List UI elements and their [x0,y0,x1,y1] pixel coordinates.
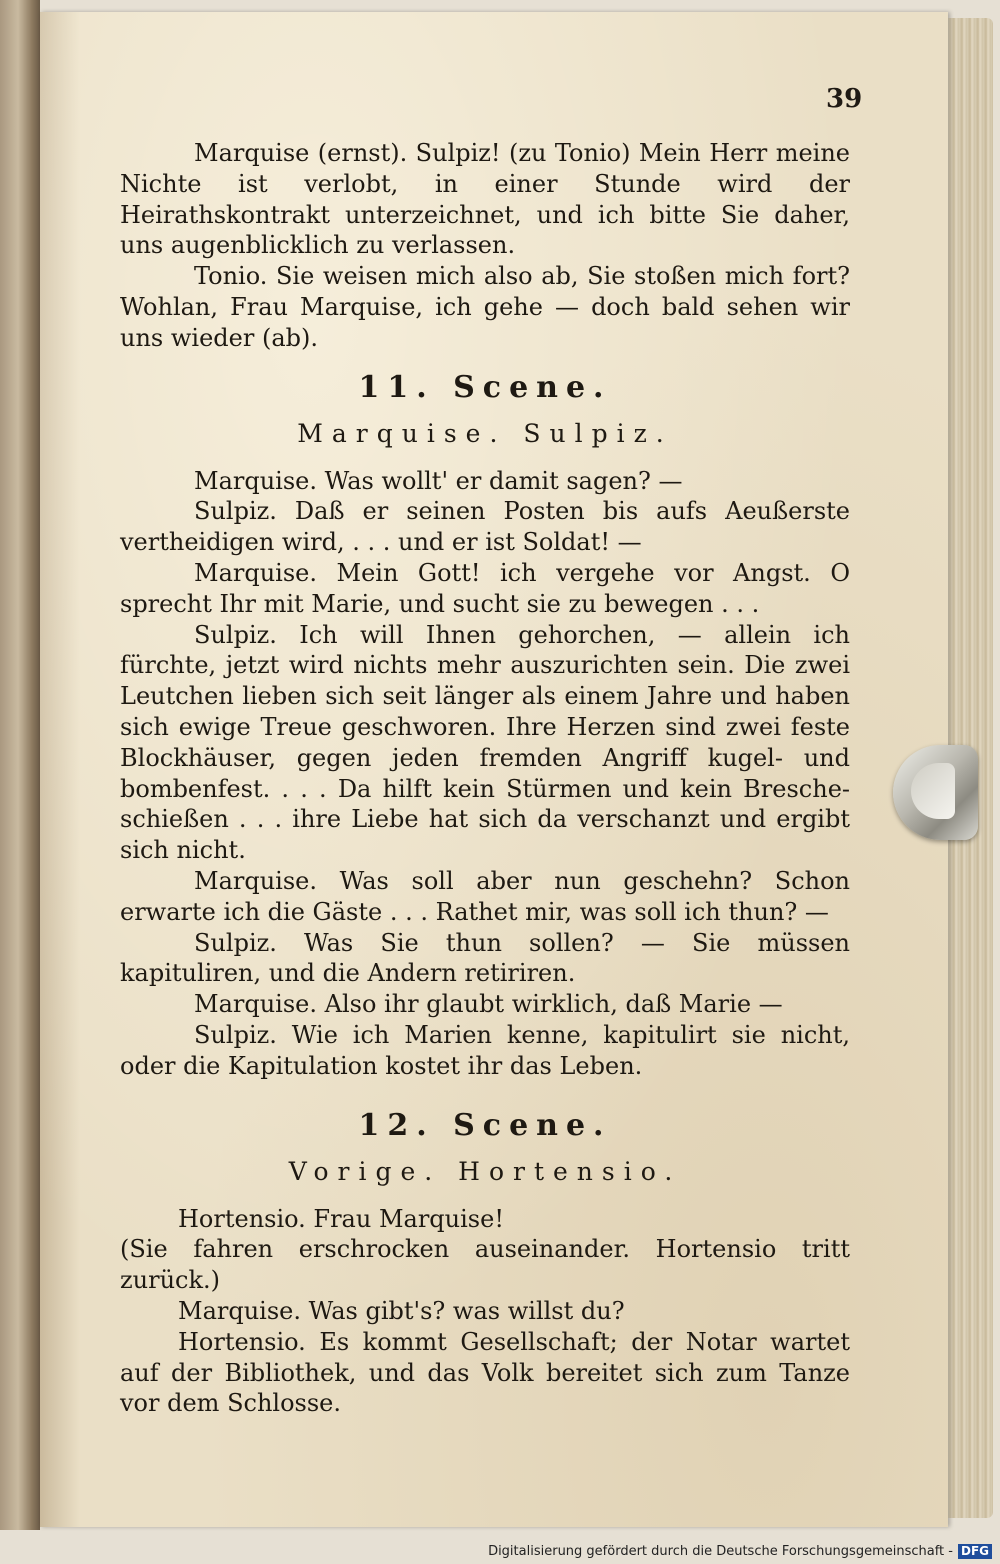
dfg-logo: DFG [958,1544,992,1559]
facing-page-edge [0,0,40,1530]
paragraph: Sulpiz. Ich will Ihnen gehorchen, — allein ich fürchte, jetzt wird nichts mehr auszurichten sein. Die zwei Leutchen lieben sich seit länger als einem Jahre und haben sich ewige Treue geschworen. Ihre Herzen sind zwei feste Blockhäuser, gegen jeden fremden Angriff kugel- und bombenfest. . . . Da hilft kein Stürmen und kein Brescheschießen . . . ihre Liebe hat sich da verschanzt und ergibt sich nicht. [120,620,850,865]
paragraph: Hortensio. Frau Marquise! [178,1204,504,1233]
page-number: 39 [826,84,863,114]
paragraph: Marquise. Was wollt' er damit sagen? — [194,466,683,495]
scene-heading: 11. Scene. [358,369,612,405]
digitization-credit [488,1544,992,1559]
paragraph: Tonio. Sie weisen mich also ab, Sie stoßen mich fort? Wohlan, Frau Marquise, ich gehe — doch bald sehen wir uns wieder (ab). [120,262,850,352]
stage-direction: (Sie fahren erschrocken auseinander. Hortensio tritt zurück.) [120,1235,850,1295]
paragraph: Sulpiz. Wie ich Marien kenne, kapitulirt sie nicht, oder die Kapitulation kostet ihr das Leben. [120,1020,850,1080]
cast-list: Marquise. Sulpiz. [297,418,673,448]
paragraph: Marquise. Also ihr glaubt wirklich, daß Marie — [194,990,783,1019]
paragraph: Sulpiz. Daß er seinen Posten bis aufs Aeußerste vertheidigen wird, . . . und er ist Soldat! — [120,497,850,557]
paperclip-icon [893,745,978,840]
paragraph: Marquise. Mein Gott! ich vergehe vor Angst. O sprecht Ihr mit Marie, und sucht sie zu bewegen . . . [120,558,850,618]
paragraph: Marquise. Was gibt's? was willst du? [178,1296,625,1325]
scene-heading: 12. Scene. [358,1107,612,1143]
cast-list: Vorige. Hortensio. [288,1156,682,1186]
paragraph: Marquise. Was soll aber nun geschehn? Schon erwarte ich die Gäste . . . Rathet mir, was soll ich thun? — [120,866,850,926]
credit-text: Digitalisierung gefördert durch die Deutsche Forschungsgemeinschaft - [488,1544,953,1559]
page-body [120,138,850,1419]
paragraph: Sulpiz. Was Sie thun sollen? — Sie müssen kapituliren, und die Andern retiriren. [120,928,850,988]
paragraph: Marquise (ernst). Sulpiz! (zu Tonio) Mein Herr meine Nichte ist verlobt, in einer Stunde wird der Heirathskontrakt unterzeichnet, und ich bitte Sie daher, uns augenblicklich zu verlassen. [120,139,850,260]
paragraph: Hortensio. Es kommt Gesellschaft; der Notar wartet auf der Bibliothek, und das Volk bereitet sich zum Tanze vor dem Schlosse. [120,1327,850,1418]
